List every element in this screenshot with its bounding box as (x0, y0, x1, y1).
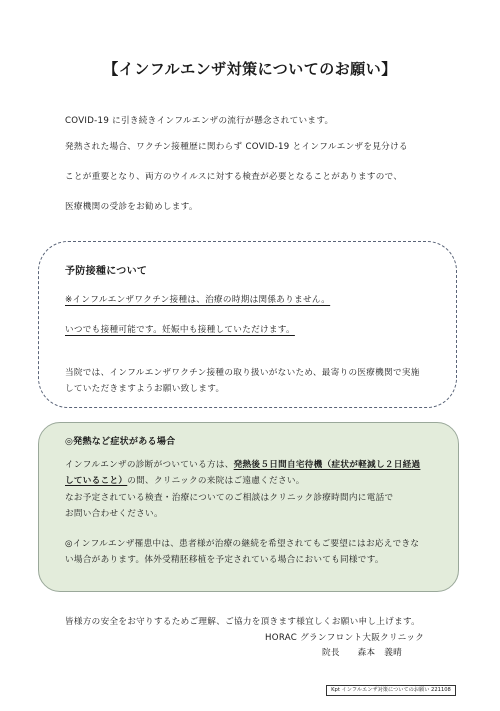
fever-p1-a: インフルエンザの診断がついている方は、 (65, 460, 234, 470)
fever-paragraph-1-line-2 (65, 474, 305, 486)
vaccination-note-1: 当院では、インフルエンザワクチン接種の取り扱いがないため、最寄りの医療機関で実施 (65, 368, 420, 378)
fever-p1-c: していること） (65, 476, 128, 486)
intro-line-3: ことが重要となり、両方のウイルスに対する検査が必要となることがありますので、 (65, 172, 403, 182)
vaccination-line-1: ※インフルエンザワクチン接種は、治療の時期は関係ありません。 (65, 295, 331, 305)
vaccination-line-2: いつでも接種可能です。妊娠中も接種していただけます。 (65, 325, 295, 335)
page-title: 【インフルエンザ対策についてのお願い】 (103, 60, 397, 78)
fever-paragraph-1-line-3: なお予定されている検査・治療についてのご相談はクリニック診療時間内に電話で (65, 493, 394, 503)
vaccination-note-2: していただきますようお願い致します。 (65, 384, 225, 394)
director-name: 院長 森本 義晴 (322, 648, 403, 658)
fever-p1-d: の間、クリニックの来院はご遠慮ください。 (127, 476, 305, 486)
intro-line-4: 医療機関の受診をお勧めします。 (65, 202, 198, 212)
fever-paragraph-1-line-4: お問い合わせください。 (65, 509, 163, 519)
intro-line-1: COVID-19 に引き続きインフルエンザの流行が懸念されています。 (65, 116, 334, 126)
fever-paragraph-2-line-1: ◎インフルエンザ罹患中は、患者様が治療の継続を希望されてもご要望にはお応えできな (65, 539, 420, 549)
vaccination-heading: 予防接種について (65, 266, 148, 277)
document-code: Kpt インフルエンザ対策についてのお願い 221108 (326, 685, 456, 696)
fever-paragraph-2-line-2: い場合があります。体外受精胚移植を予定されている場合においても同様です。 (65, 555, 384, 565)
clinic-name: HORAC グランフロント大阪クリニック (265, 633, 425, 643)
fever-p1-b: 発熱後５日間自宅待機（症状が軽減し２日経過 (233, 460, 421, 470)
closing-line: 皆様方の安全をお守りするためご理解、ご協力を頂きます様宜しくお願い申し上げます。 (65, 617, 421, 627)
fever-paragraph-1-line-1 (65, 458, 420, 470)
intro-line-2: 発熱された場合、ワクチン接種歴に関わらず COVID-19 とインフルエンザを見分ける (65, 142, 408, 152)
fever-heading: ◎発熱など症状がある場合 (65, 437, 176, 447)
